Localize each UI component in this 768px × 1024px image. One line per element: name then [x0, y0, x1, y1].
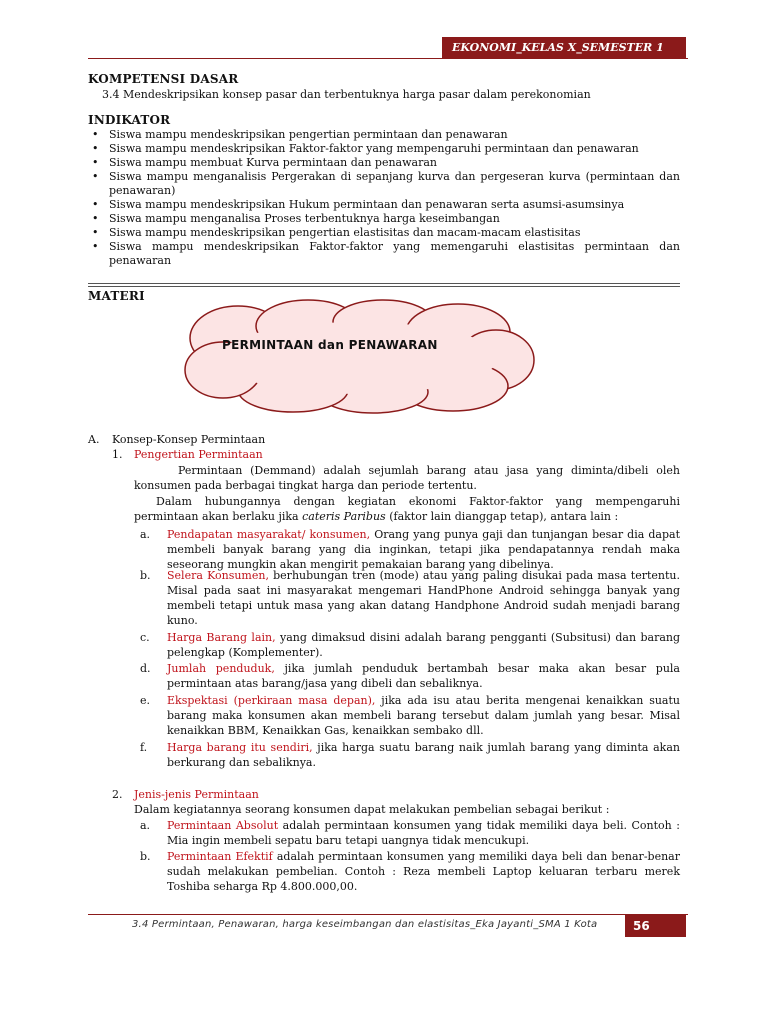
factor-label: c. — [140, 631, 150, 644]
sub2-number: 2. — [112, 788, 123, 801]
footer-text: 3.4 Permintaan, Penawaran, harga keseimbangan dan elastisitas_Eka Jayanti_SMA 1 Kota — [132, 919, 598, 930]
sub1-paragraph-1: Permintaan (Demmand) adalah sejumlah barang atau jasa yang diminta/dibeli oleh konsumen pada berbagai tingkat harga dan periode tertentu. — [134, 464, 680, 492]
list-item: • Siswa mampu mendeskripsikan Faktor-faktor yang memengaruhi elastisitas permintaan dan penawaran — [88, 240, 680, 268]
sub2-title: Jenis-jenis Permintaan — [134, 788, 259, 801]
cloud-title: PERMINTAAN dan PENAWARAN — [222, 338, 438, 352]
divider-rule — [88, 283, 680, 284]
list-item: • Siswa mampu mendeskripsikan pengertian permintaan dan penawaran — [88, 128, 680, 142]
paragraph-italic: cateris Paribus — [302, 510, 386, 523]
factor-text: jika ada isu atau berita mengenai kenaikkan suatu barang maka konsumen akan membeli barang tersebut dalam jumlah yang besar. Misal kenaikkan BBM, Kenaikkan Gas, kenaikkan sembako dll. — [167, 694, 680, 737]
sub1-paragraph-2 — [134, 494, 680, 524]
factor-item — [140, 693, 680, 738]
type-text: adalah permintaan konsumen yang memiliki daya beli dan benar-benar sudah melakukan pembelian. Contoh : Reza membeli Laptop keluaran terbaru merek Toshiba seharga Rp 4.800.000,00. — [167, 850, 680, 893]
list-item: • Siswa mampu menganalisis Pergerakan di sepanjang kurva dan pergeseran kurva (permintaan dan penawaran) — [88, 170, 680, 198]
header-title: EKONOMI_KELAS X_SEMESTER 1 — [442, 37, 686, 59]
cloud-shape — [178, 298, 536, 414]
factor-text: yang dimaksud disini adalah barang pengganti (Subsitusi) dan barang pelengkap (Komplementer). — [167, 631, 681, 659]
factor-term: Ekspektasi (perkiraan masa depan), — [167, 694, 376, 707]
factor-item — [140, 630, 680, 660]
type-label: b. — [140, 850, 151, 863]
list-item: • Siswa mampu menganalisa Proses terbentuknya harga keseimbangan — [88, 212, 680, 226]
type-term: Permintaan Efektif — [167, 850, 273, 863]
factor-text: jika jumlah penduduk bertambah besar maka akan besar pula permintaan atas barang/jasa yang dibeli dan sebaliknya. — [167, 662, 680, 690]
sub1-title: Pengertian Permintaan — [134, 448, 263, 461]
paragraph-text: (faktor lain dianggap tetap), antara lain : — [385, 510, 619, 523]
list-item: • Siswa mampu mendeskripsikan Hukum permintaan dan penawaran serta asumsi-asumsinya — [88, 198, 680, 212]
factor-text: berhubungan tren (mode) atau yang paling disukai pada masa tertentu. Misal pada saat ini masyarakat mengemari HandPhone Android sehingga banyak yang membeli tetapi untuk masa yang akan datang Handphone Android sudah menjadi barang kuno. — [167, 569, 680, 627]
factor-text: Orang yang punya gaji dan tunjangan besar dia dapat membeli banyak barang yang dia inginkan, tetapi jika pendapatannya rendah maka seseorang mungkin akan mengirit pemakaian barang yang dibelinya. — [167, 528, 680, 571]
factor-label: d. — [140, 662, 151, 675]
factor-term: Harga Barang lain, — [167, 631, 276, 644]
sub1-number: 1. — [112, 448, 123, 461]
factor-term: Selera Konsumen, — [167, 569, 269, 582]
factor-term: Jumlah penduduk, — [167, 662, 275, 675]
page-number: 56 — [625, 915, 686, 937]
materi-heading: MATERI — [88, 289, 145, 303]
type-label: a. — [140, 819, 151, 832]
factor-item — [140, 740, 680, 770]
type-term: Permintaan Absolut — [167, 819, 279, 832]
list-item: • Siswa mampu mendeskripsikan pengertian elastisitas dan macam-macam elastisitas — [88, 226, 680, 240]
type-text: adalah permintaan konsumen yang tidak memiliki daya beli. Contoh : Mia ingin membeli sepatu baru tetapi uangnya tidak mencukupi. — [167, 819, 680, 847]
factor-text: jika harga suatu barang naik jumlah barang yang diminta akan berkurang dan sebaliknya. — [167, 741, 680, 769]
factor-label: b. — [140, 569, 151, 582]
factor-term: Pendapatan masyarakat/ konsumen, — [167, 528, 371, 541]
factor-label: e. — [140, 694, 151, 707]
factor-term: Harga barang itu sendiri, — [167, 741, 313, 754]
section-a-label: A. — [88, 433, 100, 446]
factor-item — [140, 661, 680, 691]
footer-rule — [88, 914, 688, 915]
indikator-heading: INDIKATOR — [88, 113, 171, 127]
list-item: • Siswa mampu mendeskripsikan Faktor-faktor yang mempengaruhi permintaan dan penawaran — [88, 142, 680, 156]
sub2-intro: Dalam kegiatannya seorang konsumen dapat melakukan pembelian sebagai berikut : — [134, 803, 610, 816]
kompetensi-text: 3.4 Mendeskripsikan konsep pasar dan terbentuknya harga pasar dalam perekonomian — [102, 88, 591, 101]
type-item — [140, 849, 680, 894]
paragraph-text: Dalam hubungannya dengan kegiatan ekonomi Faktor-faktor yang mempengaruhi permintaan akan berlaku jika — [134, 495, 680, 523]
factor-item — [140, 568, 680, 628]
indikator-list — [88, 128, 680, 268]
factor-label: f. — [140, 741, 148, 754]
kompetensi-heading: KOMPETENSI DASAR — [88, 72, 239, 86]
list-item: • Siswa mampu membuat Kurva permintaan dan penawaran — [88, 156, 680, 170]
factor-item — [140, 527, 680, 572]
section-a-title: Konsep-Konsep Permintaan — [112, 433, 266, 446]
type-item — [140, 818, 680, 848]
divider-rule — [88, 286, 680, 287]
factor-label: a. — [140, 528, 151, 541]
